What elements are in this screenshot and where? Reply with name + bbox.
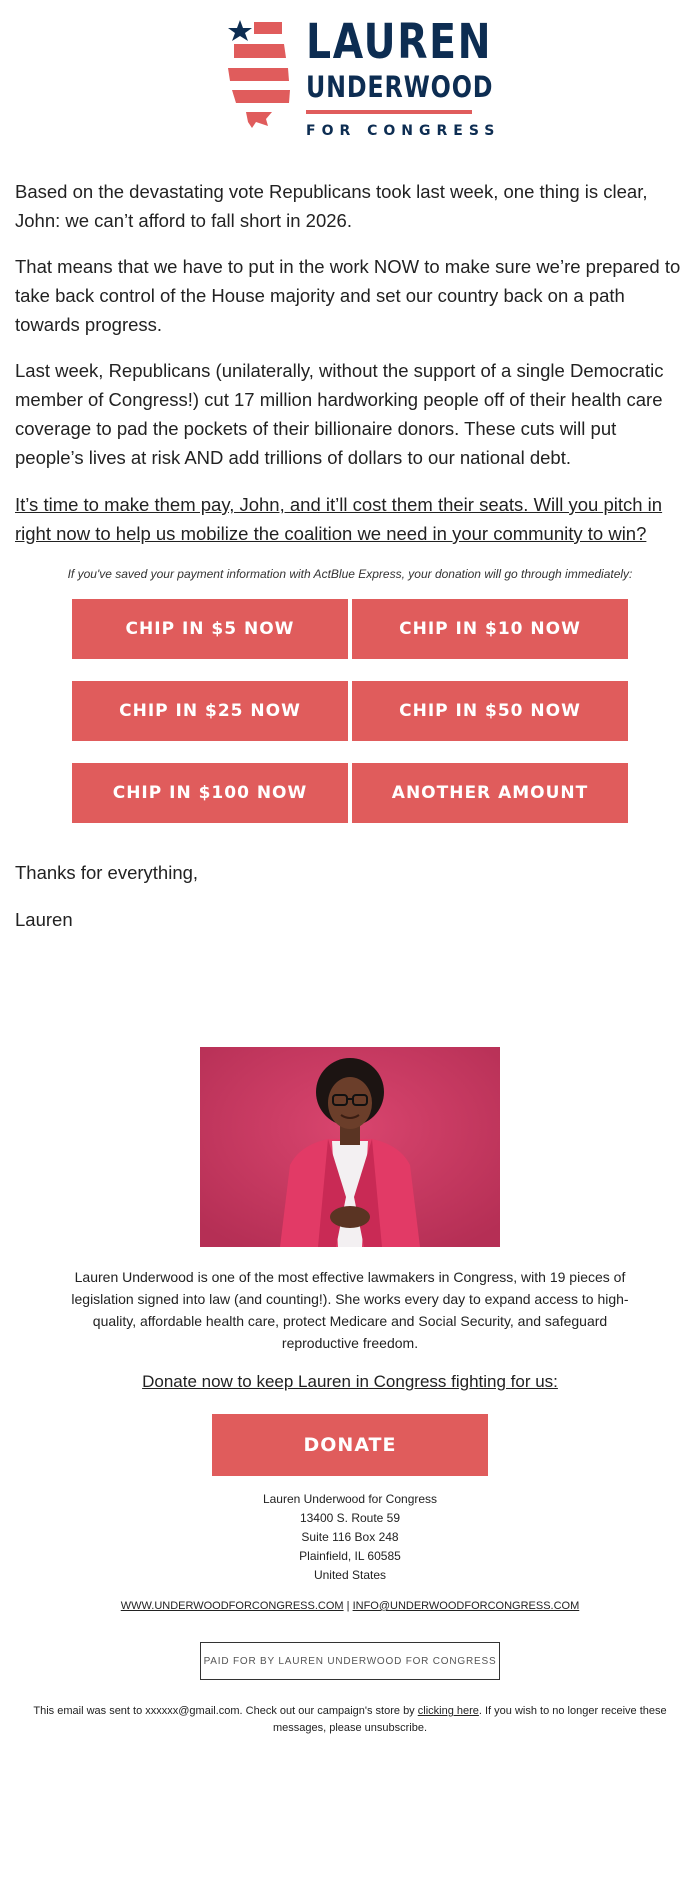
email-link[interactable]: INFO@UNDERWOODFORCONGRESS.COM [352, 1600, 580, 1612]
chip-in-50-button[interactable]: CHIP IN $50 NOW [352, 681, 628, 741]
chip-in-10-button[interactable]: CHIP IN $10 NOW [352, 599, 628, 659]
email-footer [30, 1703, 670, 1737]
actblue-express-note: If you've saved your payment information with ActBlue Express, your donation will go through immediately: [67, 567, 633, 581]
body-paragraph-3: Last week, Republicans (unilaterally, without the support of a single Democratic member of Congress!) cut 17 million hardworking people off of their health care coverage to pad the pockets of their billionaire donors. These cuts will put people’s lives at risk AND add trillions of dollars to our national debt. [15, 360, 664, 468]
address-country: United States [313, 1568, 387, 1582]
logo-divider [306, 110, 472, 114]
body-paragraph-1: Based on the devastating vote Republicans took last week, one thing is clear, John: we can’t afford to fall short in 2026. [15, 181, 648, 231]
body-paragraph-2: That means that we have to put in the work NOW to make sure we’re prepared to take back control of the House majority and set our country back on a path towards progress. [15, 256, 681, 335]
mailing-address [0, 1490, 700, 1585]
candidate-bio: Lauren Underwood is one of the most effective lawmakers in Congress, with 19 pieces of legislation signed into law (and counting!). She works every day to expand access to high-quality, affordable health care, protect Medicare and Social Security, and safeguard reproductive freedom. [71, 1269, 629, 1351]
store-link[interactable]: clicking here [417, 1705, 479, 1717]
flag-map-emblem-icon [226, 18, 298, 130]
address-street: 13400 S. Route 59 [299, 1511, 401, 1525]
logo-name-first: LAUREN [306, 14, 493, 70]
another-amount-button[interactable]: ANOTHER AMOUNT [352, 763, 628, 823]
chip-in-5-button[interactable]: CHIP IN $5 NOW [72, 599, 348, 659]
website-link[interactable]: WWW.UNDERWOODFORCONGRESS.COM [120, 1600, 344, 1612]
footer-links [0, 1600, 700, 1612]
chip-in-100-button[interactable]: CHIP IN $100 NOW [72, 763, 348, 823]
chip-in-25-button[interactable]: CHIP IN $25 NOW [72, 681, 348, 741]
footer-text-post: . If you wish to no longer receive these messages, please unsubscribe. [272, 1705, 667, 1734]
address-org: Lauren Underwood for Congress [262, 1492, 438, 1506]
footer-text-pre: This email was sent to xxxxxx@gmail.com. Check out our campaign's store by [33, 1705, 418, 1717]
candidate-photo [200, 1047, 500, 1247]
address-city: Plainfield, IL 60585 [299, 1549, 401, 1563]
address-suite: Suite 116 Box 248 [301, 1530, 399, 1544]
signoff-thanks: Thanks for everything, [15, 862, 199, 883]
link-separator: | [346, 1600, 350, 1612]
donate-now-link[interactable]: Donate now to keep Lauren in Congress fighting for us: [142, 1372, 558, 1391]
paid-for-disclaimer: PAID FOR BY LAUREN UNDERWOOD FOR CONGRESS [200, 1642, 500, 1680]
campaign-logo [0, 14, 700, 139]
logo-name-last: UNDERWOOD [306, 70, 494, 104]
logo-tagline: FOR CONGRESS [306, 123, 501, 139]
signoff-name: Lauren [15, 909, 73, 930]
candidate-portrait-icon [200, 1047, 500, 1247]
donate-button[interactable]: DONATE [212, 1414, 488, 1476]
donate-appeal-link[interactable]: It’s time to make them pay, John, and it’ll cost them their seats. Will you pitch in right now to help us mobilize the coalition we need in your community to win? [15, 494, 663, 544]
